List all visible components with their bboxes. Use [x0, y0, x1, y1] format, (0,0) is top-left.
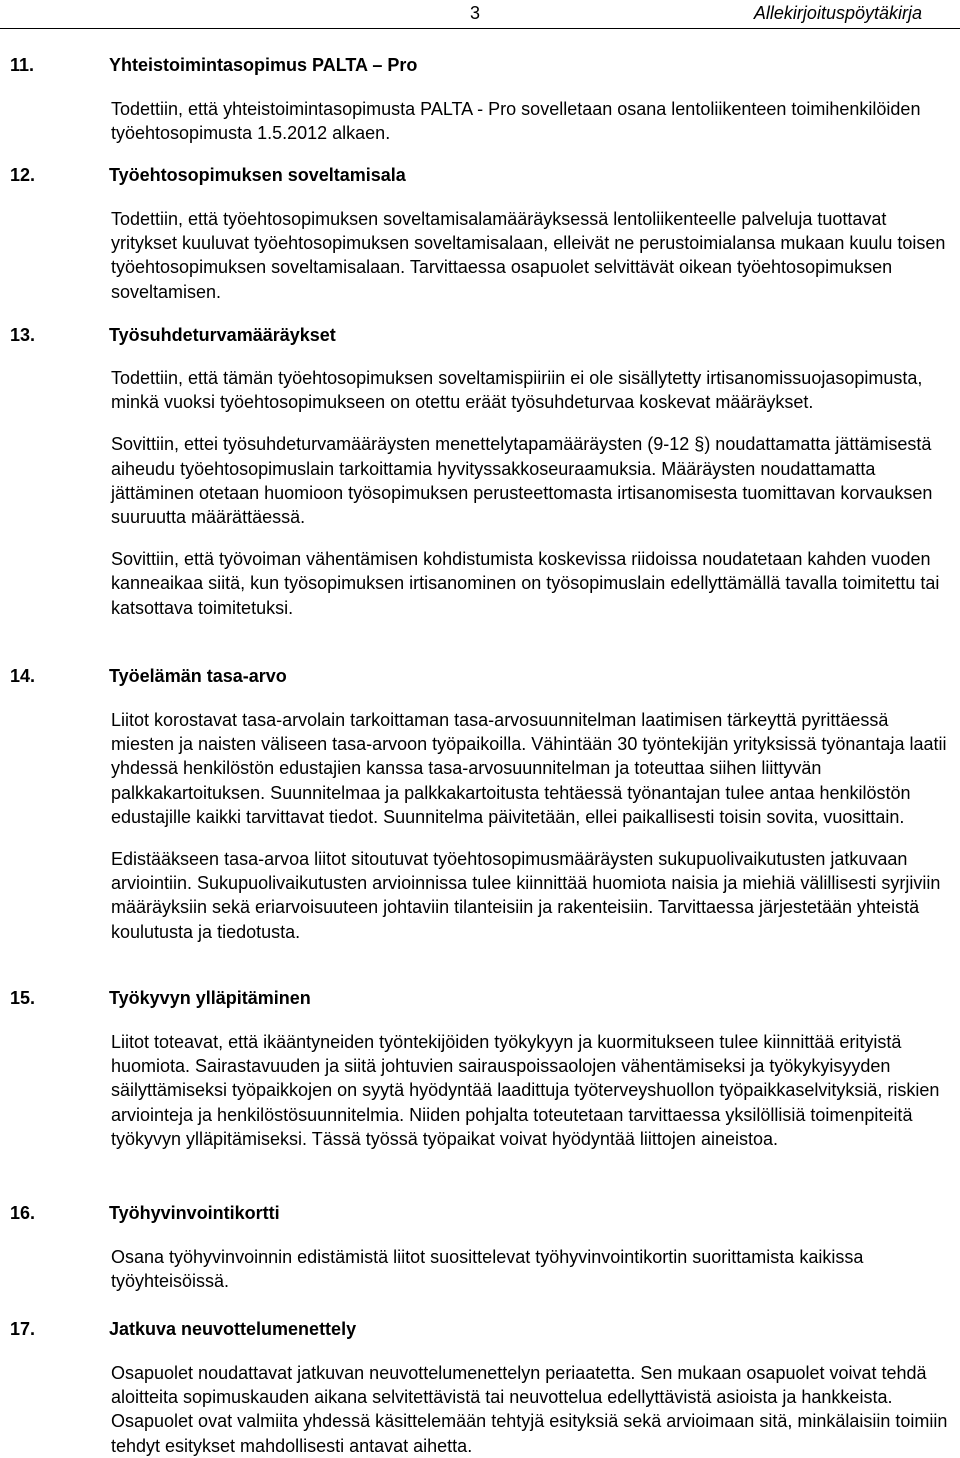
paragraph: Sovittiin, ettei työsuhdeturvamääräysten menettelytapamääräysten (9-12 §) noudattamatta jättämisestä aiheudu työehtosopimuslain tarkoittamia hyvityssakkoseuraamuksia. Määräysten noudattamatta jättäminen otetaan huomioon työsopimuksen perusteettomasta irtisanomisesta tuomittavan korvauksen suuruutta määrättäessä. — [111, 434, 933, 528]
section-11 — [0, 55, 960, 145]
paragraph: Liitot korostavat tasa-arvolain tarkoittaman tasa-arvosuunnitelman laatimisen tärkeyttä pyrittäessä miesten ja naisten väliseen tasa-arvoon työpaikoilla. Vähintään 30 työntekijän yrityksissä työnantaja laatii yhdessä henkilöstön edustajien kanssa tasa-arvosuunnitelman ja toteuttaa siihen liittyvän palkkakartoituksen. Suunnitelmaa ja palkkakartoitusta tehtäessä työnantajan tulee antaa henkilöstön edustajille kaikki tarvittavat tiedot. Suunnitelma päivitetään, ellei paikallisesti toisin sovita, vuosittain. — [111, 710, 947, 827]
section-heading — [0, 988, 960, 1016]
section-number: 14. — [10, 666, 36, 686]
section-title: Jatkuva neuvottelumenettely — [109, 1319, 357, 1339]
section-number: 15. — [10, 988, 36, 1008]
section-title: Yhteistoimintasopimus PALTA – Pro — [109, 55, 418, 75]
page-header — [0, 0, 960, 29]
section-number: 16. — [10, 1203, 36, 1223]
paragraph: Sovittiin, että työvoiman vähentämisen kohdistumista koskevissa riidoissa noudatetaan kahden vuoden kanneaikaa siitä, kun työsopimuksen irtisanominen on työsopimuslain edellyttämällä tavalla toimitettu tai katsottava toimitetuksi. — [111, 549, 940, 618]
paragraph: Osana työhyvinvoinnin edistämistä liitot suosittelevat työhyvinvointikortin suorittamista kaikissa työyhteisöissä. — [111, 1247, 864, 1292]
paragraph: Liitot toteavat, että ikääntyneiden työntekijöiden työkykyyn ja kuormitukseen tulee kiinnittää erityistä huomiota. Sairastavuuden ja siitä johtuvien sairauspoissaolojen vähentämiseksi ja työkykyisyyden säilyttämiseksi työpaikkojen on syytä hyödyntää laadittuja työterveyshuollon työpaikkaselvityksiä, riskien arviointeja ja henkilöstösuunnitelmia. Niiden pohjalta toteutetaan tarvittaessa yksilöllisiä toimenpiteitä työkyvyn ylläpitämiseksi. Tässä työssä työpaikat voivat hyödyntää liittojen aineistoa. — [111, 1032, 940, 1149]
section-16 — [0, 1203, 960, 1293]
section-title: Työhyvinvointikortti — [109, 1203, 280, 1223]
document-type: Allekirjoituspöytäkirja — [753, 3, 922, 23]
section-heading — [0, 1203, 960, 1231]
section-17 — [0, 1319, 960, 1458]
section-heading — [0, 666, 960, 694]
paragraph: Todettiin, että tämän työehtosopimuksen soveltamispiiriin ei ole sisällytetty irtisanomissuojasopimusta, minkä vuoksi työehtosopimukseen on otettu eräät työsuhdeturvaa koskevat määräykset. — [111, 368, 923, 413]
section-title: Työkyvyn ylläpitäminen — [109, 988, 311, 1008]
page-number: 3 — [470, 3, 481, 23]
section-13 — [0, 325, 960, 620]
section-15 — [0, 988, 960, 1151]
section-12 — [0, 165, 960, 304]
paragraph: Todettiin, että työehtosopimuksen soveltamisalamääräyksessä lentoliikenteelle palveluja tuottavat yritykset kuuluvat työehtosopimuksen soveltamisalaan, elleivät ne perustoimialansa mukaan kuulu toisen työehtosopimuksen soveltamisalaan. Tarvittaessa osapuolet selvittävät oikean työehtosopimuksen soveltamisen. — [111, 209, 946, 302]
section-heading — [0, 1319, 960, 1347]
section-number: 12. — [10, 165, 36, 185]
paragraph: Todettiin, että yhteistoimintasopimusta PALTA - Pro sovelletaan osana lentoliikenteen toimihenkilöiden työehtosopimusta 1.5.2012 alkaen. — [111, 99, 921, 144]
paragraph: Edistääkseen tasa-arvoa liitot sitoutuvat työehtosopimusmääräysten sukupuolivaikutusten jatkuvaan arviointiin. Sukupuolivaikutusten arvioinnissa tulee kiinnittää huomiota naisia ja miehiä välillisesti syrjiviin määräyksiin sekä eriarvoisuuteen johtaviin tilanteisiin ja rakenteisiin. Tarvittaessa järjestetään yhteistä koulutusta ja tiedotusta. — [111, 849, 941, 942]
section-number: 17. — [10, 1319, 36, 1339]
section-14 — [0, 666, 960, 944]
section-title: Työsuhdeturvamääräykset — [109, 325, 336, 345]
section-title: Työelämän tasa-arvo — [109, 666, 287, 686]
section-number: 13. — [10, 325, 36, 345]
section-number: 11. — [10, 55, 35, 75]
section-heading — [0, 325, 960, 353]
section-title: Työehtosopimuksen soveltamisala — [109, 165, 406, 185]
paragraph: Osapuolet noudattavat jatkuvan neuvottelumenettelyn periaatetta. Sen mukaan osapuolet voivat tehdä aloitteita sopimuskauden aikana selvitettävistä tai neuvottelua edellyttävistä asioista ja hankkeista. Osapuolet ovat valmiita yhdessä käsittelemään tehtyjä esityksiä sekä arvioimaan sitä, minkälaisiin toimiin tehdyt esitykset mahdollisesti antavat aihetta. — [111, 1363, 948, 1456]
section-heading — [0, 165, 960, 193]
section-heading — [0, 55, 960, 83]
